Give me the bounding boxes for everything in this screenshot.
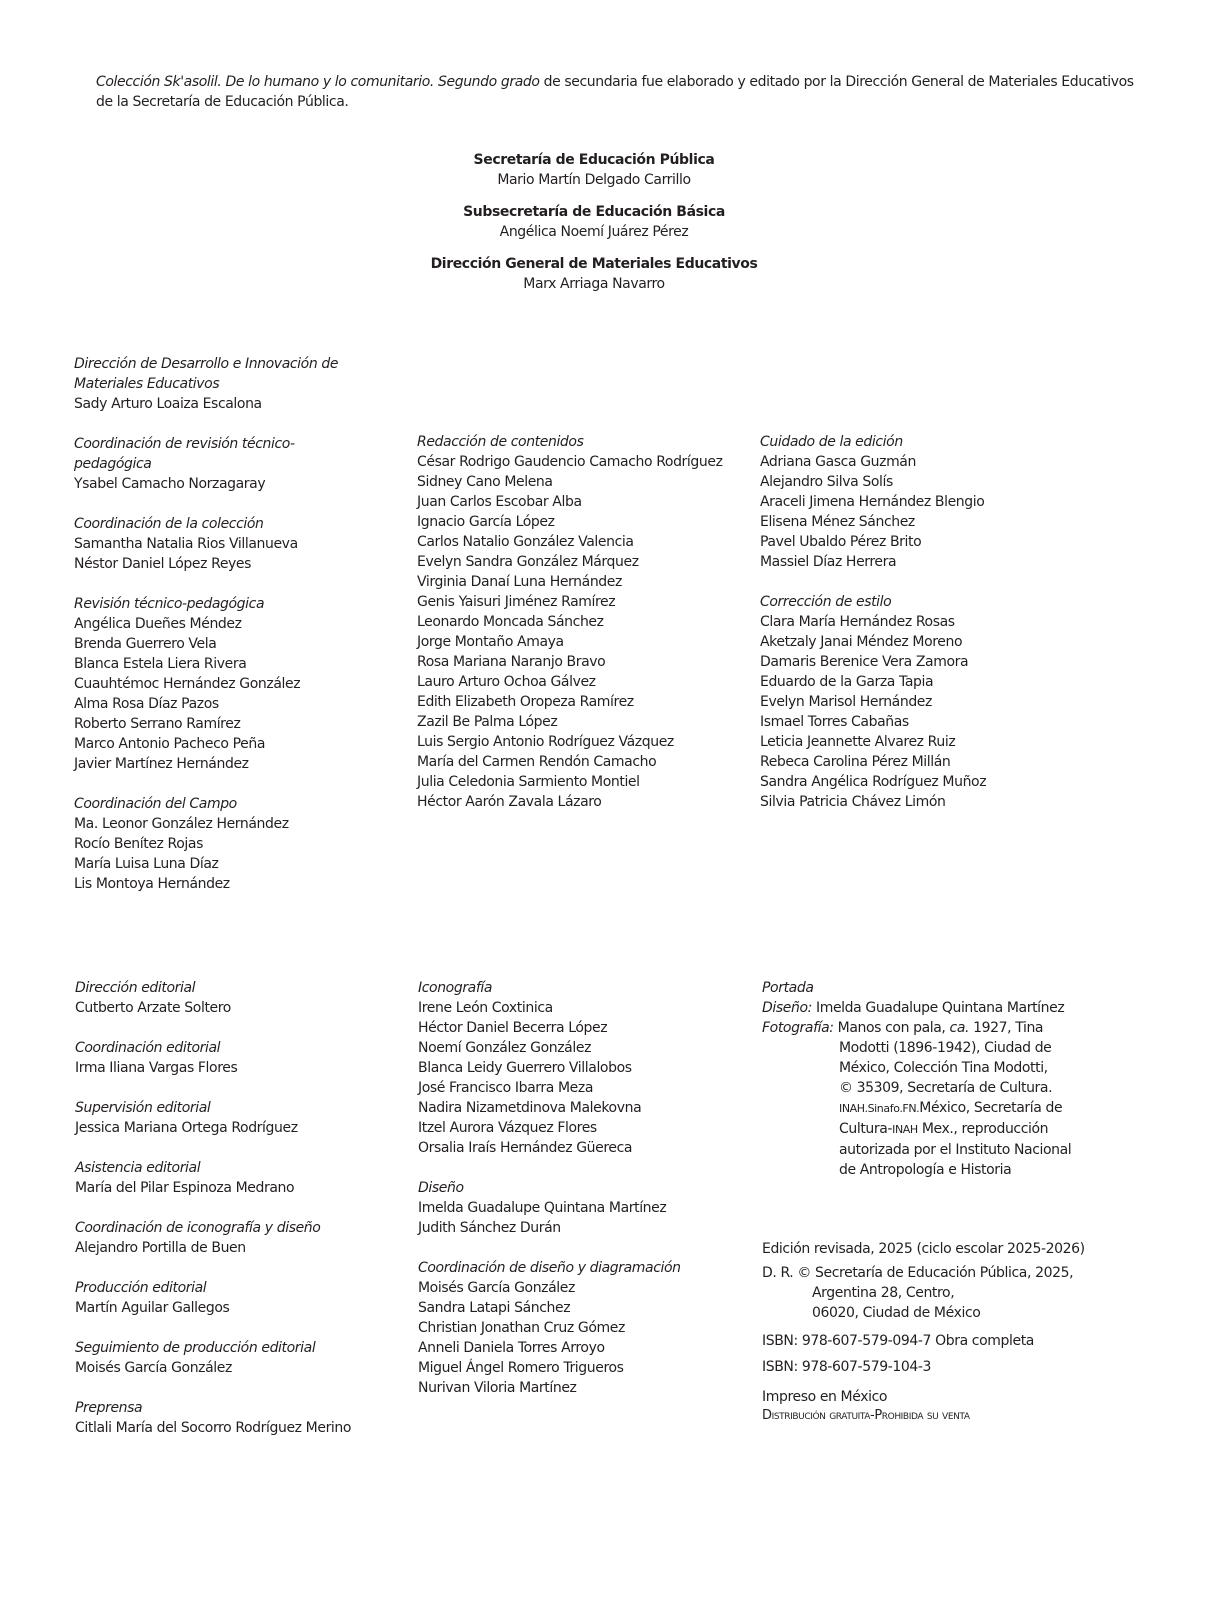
credit-person: Alma Rosa Díaz Pazos (74, 696, 219, 712)
credit-person: Irene León Coxtinica (418, 1000, 553, 1016)
distribution-notice: Distribución gratuita-Prohibida su venta (762, 1408, 970, 1423)
credit-person: Massiel Díaz Herrera (760, 554, 897, 570)
authorities-block (0, 150, 1188, 306)
credit-section (760, 432, 1090, 572)
credit-section (75, 1338, 405, 1378)
credit-person: Evelyn Marisol Hernández (760, 694, 932, 710)
authority-title: Subsecretaría de Educación Básica (463, 204, 725, 220)
credit-person: Moisés García González (418, 1280, 575, 1296)
credit-section (418, 1178, 748, 1238)
credit-person: Araceli Jimena Hernández Blengio (760, 494, 985, 510)
credit-person: Sandra Angélica Rodríguez Muñoz (760, 774, 987, 790)
credit-person: Leonardo Moncada Sánchez (417, 614, 604, 630)
credit-person: Silvia Patricia Chávez Limón (760, 794, 946, 810)
cover-photo-detail: © 35309, Secretaría de Cultura. (839, 1080, 1053, 1096)
credit-person: Ysabel Camacho Norzagaray (74, 476, 266, 492)
credit-section (75, 978, 405, 1018)
edition-info (762, 1239, 1102, 1425)
credits-column-1-top (74, 354, 344, 914)
cover-photo-text-end: 1927, Tina (969, 1020, 1044, 1036)
credit-person: César Rodrigo Gaudencio Camacho Rodríguez (417, 454, 723, 470)
cover-photo-ca: ca. (949, 1020, 970, 1036)
credit-section (74, 794, 344, 894)
credit-person: Samantha Natalia Rios Villanueva (74, 536, 298, 552)
credit-person: Héctor Aarón Zavala Lázaro (417, 794, 602, 810)
credit-person: Noemí González González (418, 1040, 592, 1056)
cover-design-name: Imelda Guadalupe Quintana Martínez (811, 1000, 1065, 1016)
credit-person: Aketzaly Janai Méndez Moreno (760, 634, 963, 650)
credit-person: Pavel Ubaldo Pérez Brito (760, 534, 922, 550)
credit-role: Dirección de Desarrollo e Innovación de Materiales Educativos (74, 356, 339, 392)
credit-section (75, 1098, 405, 1138)
authority (0, 254, 1188, 294)
credit-role: Asistencia editorial (75, 1160, 201, 1176)
credit-person: Moisés García González (75, 1360, 232, 1376)
credit-person: Sidney Cano Melena (417, 474, 553, 490)
authority (0, 202, 1188, 242)
credit-role: Coordinación editorial (75, 1040, 221, 1056)
authority (0, 150, 1188, 190)
credit-person: Lauro Arturo Ochoa Gálvez (417, 674, 596, 690)
credit-person: Adriana Gasca Guzmán (760, 454, 916, 470)
cover-photo-text: Mex., reproducción (917, 1121, 1049, 1137)
credit-role: Producción editorial (75, 1280, 207, 1296)
credit-person: Julia Celedonia Sarmiento Montiel (417, 774, 640, 790)
credit-person: Angélica Dueñes Méndez (74, 616, 242, 632)
cover-photo-detail: de Antropología e Historia (839, 1162, 1012, 1178)
credit-person: Javier Martínez Hernández (74, 756, 249, 772)
credit-person: Elisena Ménez Sánchez (760, 514, 915, 530)
address-line: 06020, Ciudad de México (812, 1305, 981, 1321)
credit-person: Cuauhtémoc Hernández González (74, 676, 301, 692)
credit-person: Brenda Guerrero Vela (74, 636, 217, 652)
credit-role: Coordinación del Campo (74, 796, 237, 812)
credit-section (418, 1258, 748, 1398)
credit-section (75, 1398, 405, 1438)
credit-person: Miguel Ángel Romero Trigueros (418, 1360, 624, 1376)
credit-person: Eduardo de la Garza Tapia (760, 674, 934, 690)
credit-person: Rocío Benítez Rojas (74, 836, 203, 852)
cover-photo-inah-rest: México, Secretaría de (919, 1100, 1063, 1116)
credit-person: Jorge Montaño Amaya (417, 634, 564, 650)
credit-person: Genis Yaisuri Jiménez Ramírez (417, 594, 616, 610)
credit-person: Nurivan Viloria Martínez (418, 1380, 577, 1396)
credits-column-1-bottom (75, 978, 405, 1458)
credit-role: Corrección de estilo (760, 594, 892, 610)
credit-role: Coordinación de diseño y diagramación (418, 1260, 681, 1276)
cover-heading: Portada (762, 980, 814, 996)
credits-column-3-top (760, 432, 1090, 832)
credit-person: Citlali María del Socorro Rodríguez Merino (75, 1420, 352, 1436)
copyright-line: D. R. © Secretaría de Educación Pública, 2025, (762, 1265, 1074, 1281)
intro-italic: Colección Sk'asolil. De lo humano y lo comunitario. Segundo grado (96, 74, 540, 90)
authority-name: Angélica Noemí Juárez Pérez (499, 224, 689, 240)
cover-photo-detail: autorizada por el Instituto Nacional (839, 1142, 1072, 1158)
credit-section (417, 432, 757, 812)
intro-paragraph (96, 72, 1136, 112)
cover-photo-inah-code: INAH (892, 1123, 918, 1136)
cover-photo-detail: Modotti (1896-1942), Ciudad de (839, 1040, 1052, 1056)
isbn-complete: ISBN: 978-607-579-094-7 Obra completa (762, 1333, 1034, 1349)
cover-photo-detail: México, Colección Tina Modotti, (839, 1060, 1048, 1076)
credit-person: Christian Jonathan Cruz Gómez (418, 1320, 625, 1336)
credit-person: Ma. Leonor González Hernández (74, 816, 289, 832)
credit-person: Orsalia Iraís Hernández Güereca (418, 1140, 633, 1156)
credit-section (74, 514, 344, 574)
authority-title: Secretaría de Educación Pública (473, 152, 715, 168)
credits-column-2-top (417, 432, 757, 832)
credit-person: Sady Arturo Loaiza Escalona (74, 396, 262, 412)
credit-person: Irma Iliana Vargas Flores (75, 1060, 238, 1076)
credit-section (75, 1038, 405, 1078)
credit-role: Seguimiento de producción editorial (75, 1340, 316, 1356)
credit-person: Anneli Daniela Torres Arroyo (418, 1340, 605, 1356)
credit-person: Damaris Berenice Vera Zamora (760, 654, 969, 670)
credit-person: Alejandro Portilla de Buen (75, 1240, 246, 1256)
authority-name: Mario Martín Delgado Carrillo (497, 172, 691, 188)
credit-person: Alejandro Silva Solís (760, 474, 893, 490)
credit-role: Revisión técnico-pedagógica (74, 596, 265, 612)
edition-revised: Edición revisada, 2025 (ciclo escolar 2025-2026) (762, 1241, 1085, 1257)
credit-person: Virginia Danaí Luna Hernández (417, 574, 622, 590)
cover-photo-line (762, 1018, 1102, 1038)
credit-person: Zazil Be Palma López (417, 714, 558, 730)
credit-person: Nadira Nizametdinova Malekovna (418, 1100, 642, 1116)
credit-person: Edith Elizabeth Oropeza Ramírez (417, 694, 634, 710)
cover-photo-text: Manos con pala, (833, 1020, 950, 1036)
cover-photo-inah-line (762, 1098, 1102, 1119)
credit-person: Martín Aguilar Gallegos (75, 1300, 230, 1316)
credit-person: Sandra Latapi Sánchez (418, 1300, 571, 1316)
credit-person: Marco Antonio Pacheco Peña (74, 736, 266, 752)
credit-person: Néstor Daniel López Reyes (74, 556, 252, 572)
credit-person: María del Pilar Espinoza Medrano (75, 1180, 295, 1196)
credit-role: Supervisión editorial (75, 1100, 211, 1116)
credit-person: Leticia Jeannette Alvarez Ruiz (760, 734, 956, 750)
credit-role: Diseño (418, 1180, 464, 1196)
credits-column-2-bottom (418, 978, 748, 1418)
isbn-volume: ISBN: 978-607-579-104-3 (762, 1359, 932, 1375)
address-line: Argentina 28, Centro, (812, 1285, 955, 1301)
authority-name: Marx Arriaga Navarro (523, 276, 665, 292)
credit-role: Coordinación de la colección (74, 516, 264, 532)
credit-person: Rosa Mariana Naranjo Bravo (417, 654, 606, 670)
printed-in: Impreso en México (762, 1389, 888, 1405)
cover-photo-inah-line (762, 1119, 1102, 1140)
authority-title: Dirección General de Materiales Educativos (430, 256, 758, 272)
credit-person: María del Carmen Rendón Camacho (417, 754, 657, 770)
credit-person: Rebeca Carolina Pérez Millán (760, 754, 951, 770)
credit-section (74, 594, 344, 774)
credit-person: Judith Sánchez Durán (418, 1220, 561, 1236)
intro-text: de secundaria fue elaborado y editado por la Dirección General de Materiales Educativos de la Secretaría de Educación Pública. (96, 74, 1134, 110)
credit-person: Cutberto Arzate Soltero (75, 1000, 231, 1016)
credit-section (75, 1158, 405, 1198)
credit-person: Luis Sergio Antonio Rodríguez Vázquez (417, 734, 674, 750)
credit-person: Juan Carlos Escobar Alba (417, 494, 582, 510)
credit-role: Dirección editorial (75, 980, 196, 996)
credit-person: Héctor Daniel Becerra López (418, 1020, 608, 1036)
credit-section (74, 354, 344, 414)
cover-design-line (762, 998, 1102, 1018)
credit-person: Roberto Serrano Ramírez (74, 716, 241, 732)
credit-role: Coordinación de revisión técnico-pedagógica (74, 436, 295, 472)
credit-person: Carlos Natalio González Valencia (417, 534, 634, 550)
credit-role: Redacción de contenidos (417, 434, 584, 450)
credit-person: Jessica Mariana Ortega Rodríguez (75, 1120, 298, 1136)
cover-photo-inah-code: INAH.Sinafo.FN. (839, 1102, 920, 1115)
cover-photo-text: Cultura- (839, 1121, 893, 1137)
credit-section (75, 1278, 405, 1318)
credit-person: Itzel Aurora Vázquez Flores (418, 1120, 597, 1136)
credit-person: María Luisa Luna Díaz (74, 856, 219, 872)
credit-person: Ignacio García López (417, 514, 555, 530)
credit-person: Blanca Estela Liera Rivera (74, 656, 247, 672)
credit-person: José Francisco Ibarra Meza (418, 1080, 593, 1096)
credit-section (760, 592, 1090, 812)
credit-person: Blanca Leidy Guerrero Villalobos (418, 1060, 632, 1076)
credit-section (74, 434, 344, 494)
credit-role: Coordinación de iconografía y diseño (75, 1220, 321, 1236)
credit-section (75, 1218, 405, 1258)
cover-credits (762, 978, 1102, 1180)
credit-role: Iconografía (418, 980, 493, 996)
credit-person: Imelda Guadalupe Quintana Martínez (418, 1200, 667, 1216)
credit-person: Lis Montoya Hernández (74, 876, 230, 892)
credit-section (418, 978, 748, 1158)
credit-person: Ismael Torres Cabañas (760, 714, 909, 730)
credit-person: Clara María Hernández Rosas (760, 614, 955, 630)
cover-design-label: Diseño: (762, 1000, 812, 1016)
credit-role: Cuidado de la edición (760, 434, 903, 450)
cover-photo-label: Fotografía: (762, 1020, 834, 1036)
credit-role: Preprensa (75, 1400, 143, 1416)
credit-person: Evelyn Sandra González Márquez (417, 554, 639, 570)
